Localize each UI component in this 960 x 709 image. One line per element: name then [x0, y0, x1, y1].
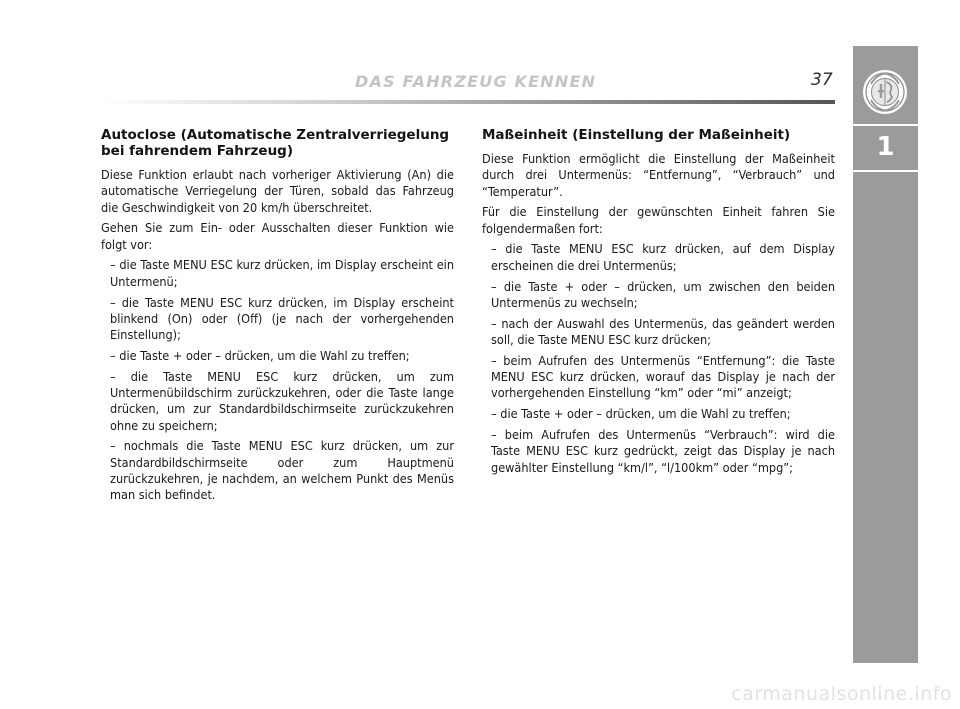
list-item: – nochmals die Taste MENU ESC kurz drücken, um zur Standardbildschirmseite oder zum Hauptmenü zurückzukehren, je nachdem, an welchem Punkt des Menüs man sich befindet.: [110, 438, 454, 503]
paragraph: Für die Einstellung der gewünschten Einheit fahren Sie folgendermaßen fort:: [482, 204, 835, 236]
section-title: DAS FAHRZEUG KENNEN: [355, 72, 597, 91]
side-tab-divider-top: [853, 124, 918, 126]
header-rule: [100, 100, 835, 104]
list-item: – die Taste MENU ESC kurz drücken, um zum Untermenübildschirm zurückzukehren, oder die Taste lange drücken, um zur Standardbildschirmseite zurückzukehren ohne zu speichern;: [110, 368, 454, 433]
watermark-text: carmanualsonline.info: [731, 683, 952, 705]
page-number: 37: [811, 70, 833, 90]
paragraph: Diese Funktion ermöglicht die Einstellung der Maßeinheit durch drei Untermenüs: “Entfernung”, “Verbrauch” und “Temperatur”.: [482, 151, 835, 199]
right-column: [482, 127, 835, 480]
autoclose-heading: Autoclose (Automatische Zentralverriegelung bei fahrendem Fahrzeug): [101, 127, 450, 159]
list-item: – die Taste MENU ESC kurz drücken, im Display erscheint ein Untermenü;: [110, 257, 454, 289]
list-item: – beim Aufrufen des Untermenüs “Entfernung”: die Taste MENU ESC kurz drücken, worauf das Display je nach der vorhergehenden Einstellung “km” oder “mi” anzeigt;: [491, 352, 835, 401]
paragraph: Diese Funktion erlaubt nach vorheriger Aktivierung (An) die automatische Verriegelung der Türen, sobald das Fahrzeug die Geschwindigkeit von 20 km/h überschreitet.: [101, 167, 454, 215]
list-item: – die Taste MENU ESC kurz drücken, auf dem Display erscheinen die drei Untermenüs;: [491, 241, 835, 273]
chapter-number: 1: [876, 132, 895, 162]
list-item: – die Taste + oder – drücken, um zwischen den beiden Untermenüs zu wechseln;: [491, 278, 835, 310]
list-item: – nach der Auswahl des Untermenüs, das geändert werden soll, die Taste MENU ESC kurz drücken;: [491, 315, 835, 347]
masseinheit-heading: Maßeinheit (Einstellung der Maßeinheit): [482, 127, 791, 143]
list-item: – beim Aufrufen des Untermenüs “Verbrauch”: wird die Taste MENU ESC kurz gedrückt, zeigt das Display je nach gewählter Einstellung “km/l”, “l/100km” oder “mpg”;: [491, 426, 835, 475]
paragraph: Gehen Sie zum Ein- oder Ausschalten dieser Funktion wie folgt vor:: [101, 220, 454, 252]
list-item: – die Taste + oder – drücken, um die Wahl zu treffen;: [491, 406, 791, 422]
list-item: – die Taste + oder – drücken, um die Wahl zu treffen;: [110, 347, 410, 363]
list-item: – die Taste MENU ESC kurz drücken, im Display erscheint blinkend (On) oder (Off) (je nach der vorhergehenden Einstellung);: [110, 294, 454, 343]
left-column: [101, 127, 454, 508]
side-tab-divider-bottom: [853, 170, 918, 172]
alfa-romeo-badge-icon: [862, 69, 908, 115]
